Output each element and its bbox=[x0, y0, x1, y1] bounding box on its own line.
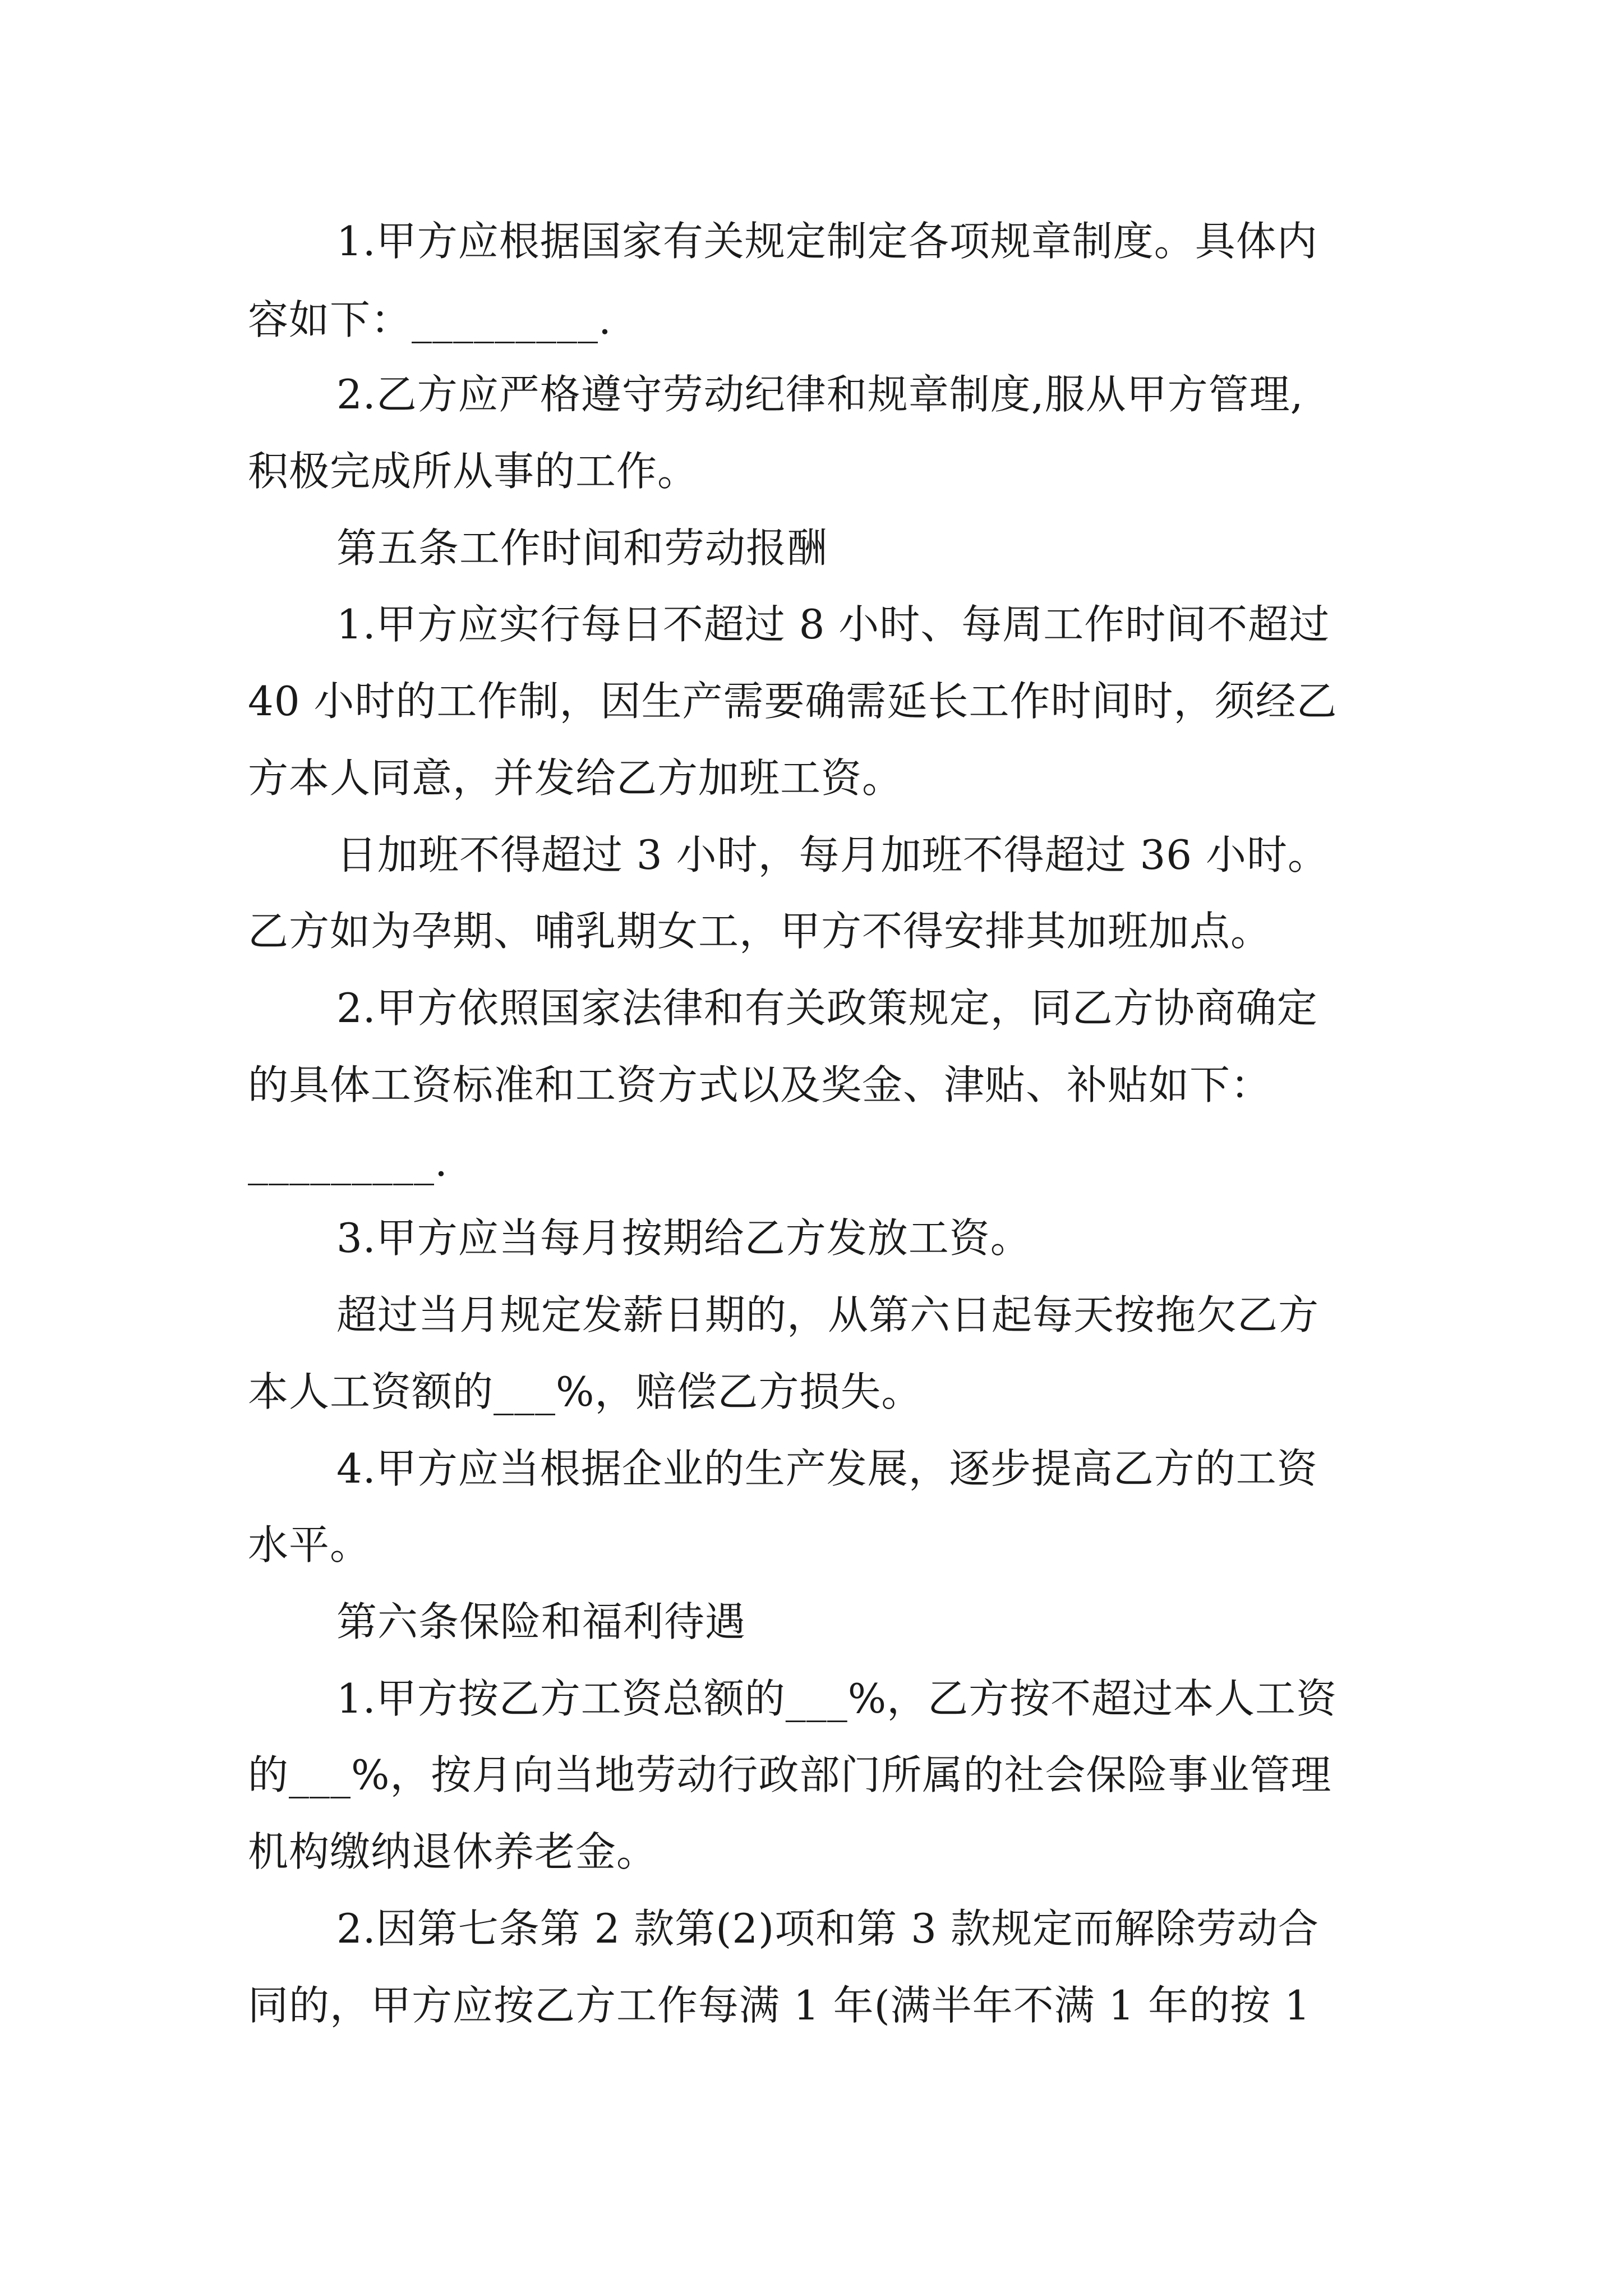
paragraph-line: 2.乙方应严格遵守劳动纪律和规章制度,服从甲方管理, bbox=[336, 371, 1304, 418]
paragraph-line: 乙方如为孕期、哺乳期女工，甲方不得安排其加班加点。 bbox=[248, 908, 1272, 955]
paragraph-line: 2.因第七条第 2 款第(2)项和第 3 款规定而解除劳动合 bbox=[336, 1905, 1319, 1952]
paragraph-line: 方本人同意，并发给乙方加班工资。 bbox=[248, 754, 903, 802]
paragraph-line: 水平。 bbox=[248, 1521, 371, 1568]
paragraph-line: _________. bbox=[248, 1138, 448, 1185]
section-heading: 第五条工作时间和劳动报酬 bbox=[336, 524, 828, 572]
paragraph-line: 4.甲方应当根据企业的生产发展，逐步提高乙方的工资 bbox=[336, 1445, 1318, 1492]
paragraph-line: 3.甲方应当每月按期给乙方发放工资。 bbox=[336, 1214, 1031, 1262]
paragraph-line: 的___%，按月向当地劳动行政部门所属的社会保险事业管理 bbox=[248, 1751, 1332, 1798]
paragraph-line: 本人工资额的___%，赔偿乙方损失。 bbox=[248, 1368, 923, 1415]
paragraph-line: 2.甲方依照国家法律和有关政策规定，同乙方协商确定 bbox=[336, 984, 1318, 1032]
paragraph-line: 1.甲方按乙方工资总额的___%，乙方按不超过本人工资 bbox=[336, 1675, 1338, 1722]
paragraph-line: 日加班不得超过 3 小时，每月加班不得超过 36 小时。 bbox=[336, 831, 1329, 878]
paragraph-line: 1.甲方应根据国家有关规定制定各项规章制度。具体内 bbox=[336, 218, 1318, 265]
paragraph-line: 同的，甲方应按乙方工作每满 1 年(满半年不满 1 年的按 1 bbox=[248, 1982, 1311, 2029]
paragraph-line: 超过当月规定发薪日期的，从第六日起每天按拖欠乙方 bbox=[336, 1291, 1320, 1338]
paragraph-line: 积极完成所从事的工作。 bbox=[248, 448, 699, 495]
section-heading: 第六条保险和福利待遇 bbox=[336, 1598, 746, 1645]
paragraph-line: 的具体工资标准和工资方式以及奖金、津贴、补贴如下： bbox=[248, 1061, 1272, 1108]
paragraph-line: 1.甲方应实行每日不超过 8 小时、每周工作时间不超过 bbox=[336, 601, 1330, 648]
paragraph-line: 容如下：_________. bbox=[248, 296, 612, 343]
paragraph-line: 机构缴纳退休养老金。 bbox=[248, 1828, 658, 1875]
paragraph-line: 40 小时的工作制，因生产需要确需延长工作时间时，须经乙 bbox=[248, 678, 1338, 725]
